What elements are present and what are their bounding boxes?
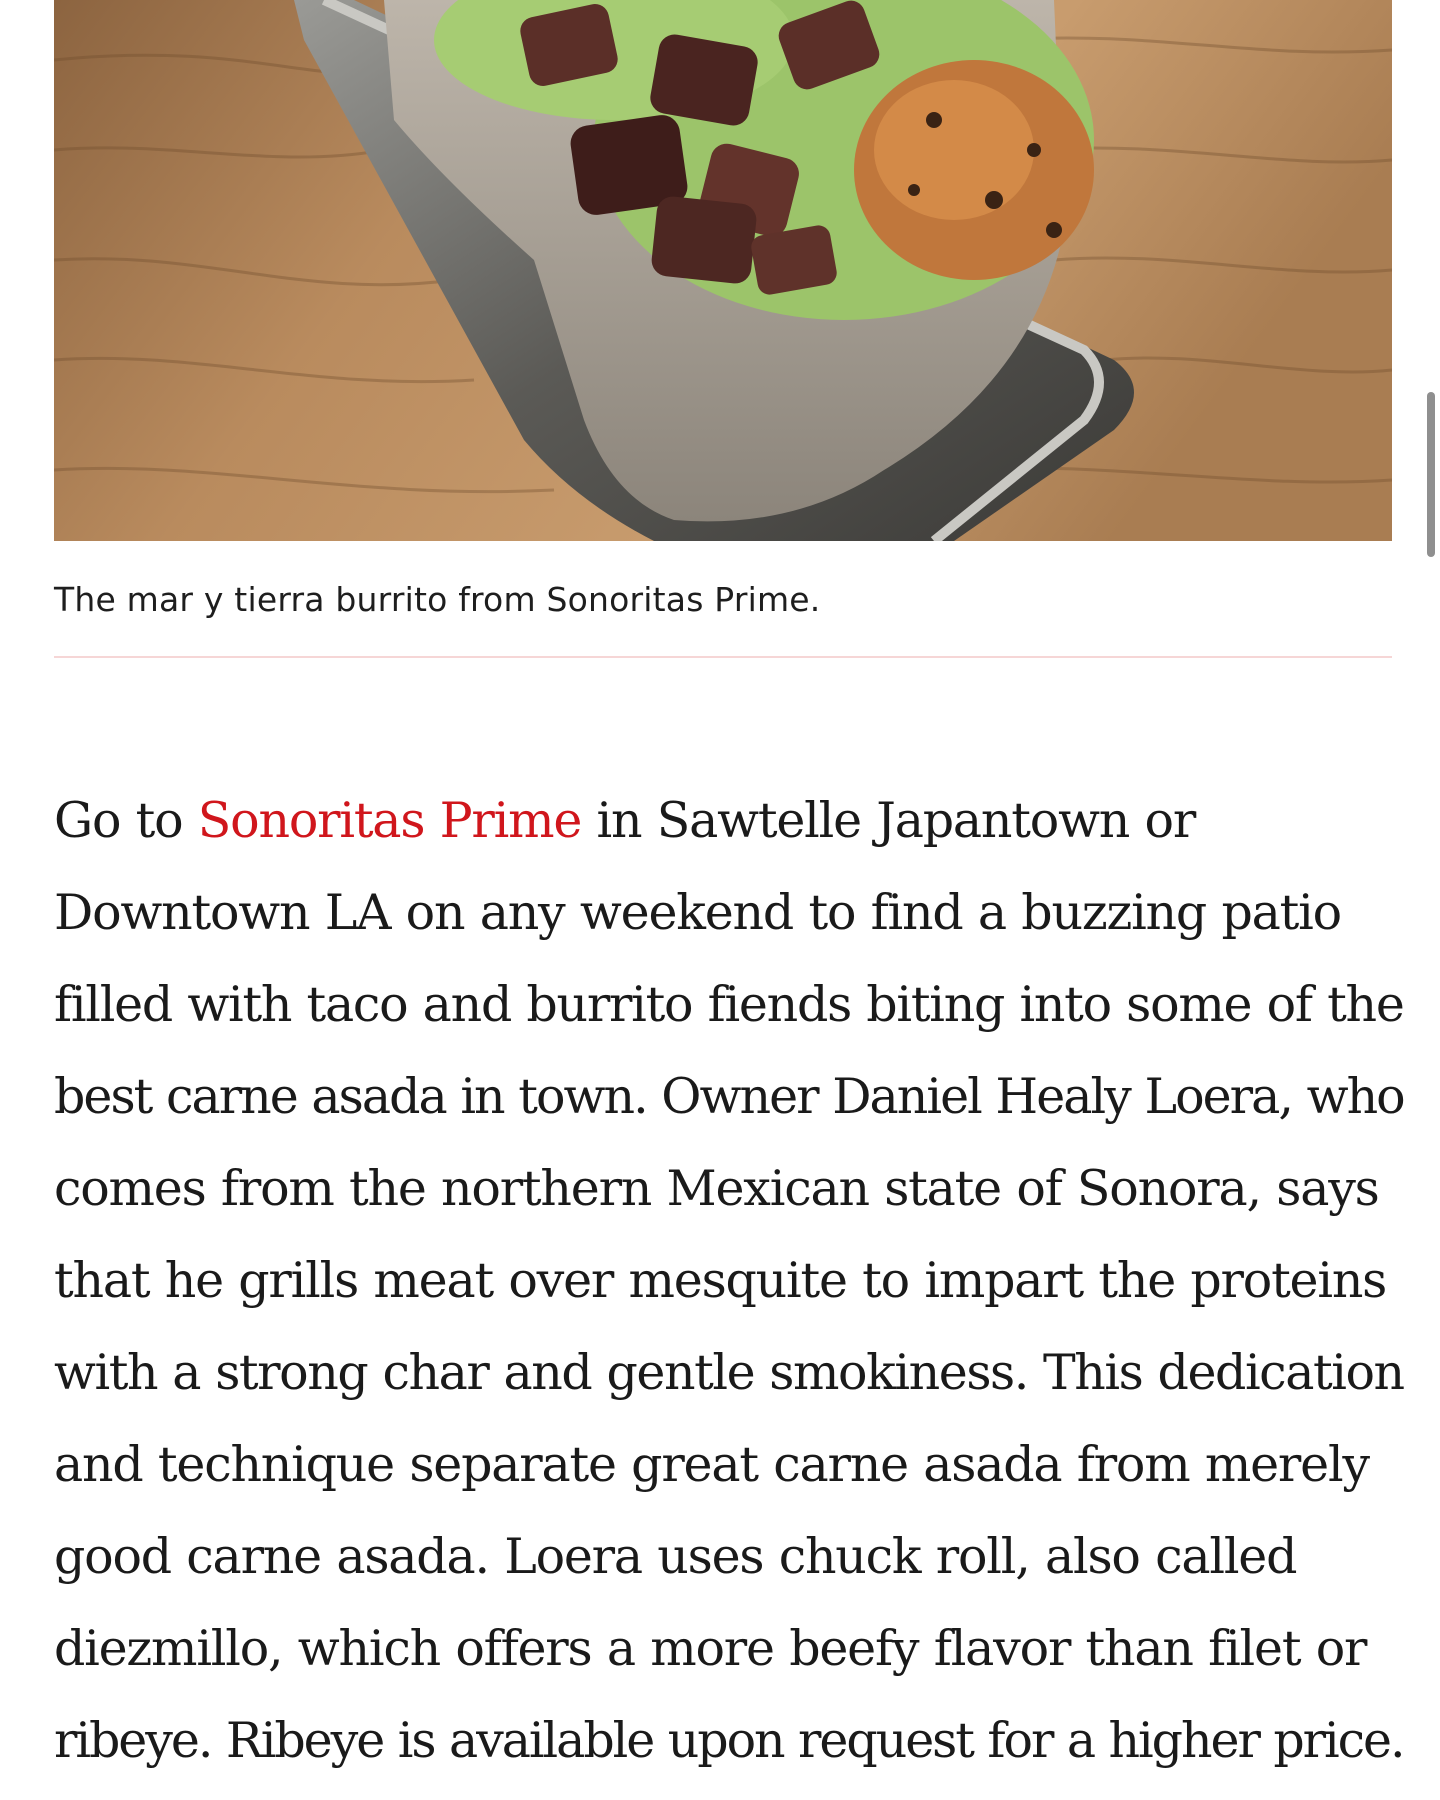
article-line: that he grills meat over mesquite to impart the proteins — [54, 1252, 1387, 1309]
article-line: diezmillo, which offers a more beefy flavor than filet or — [54, 1620, 1367, 1677]
line-text: Go to — [54, 792, 198, 849]
line-text: in Sawtelle Japantown or — [581, 792, 1196, 849]
caption-divider — [54, 656, 1392, 658]
image-caption: The mar y tierra burrito from Sonoritas Prime. — [54, 580, 821, 619]
burrito-illustration — [54, 0, 1392, 541]
article-line: filled with taco and burrito fiends biting into some of the — [54, 976, 1404, 1033]
article-body — [54, 775, 1404, 1787]
article-line: best carne asada in town. Owner Daniel Healy Loera, who — [54, 1068, 1404, 1125]
article-line: ribeye. Ribeye is available upon request for a higher price. — [54, 1712, 1404, 1769]
article-line: Downtown LA on any weekend to find a buzzing patio — [54, 884, 1341, 941]
article-line: comes from the northern Mexican state of Sonora, says — [54, 1160, 1379, 1217]
article-line: and technique separate great carne asada from merely — [54, 1436, 1369, 1493]
scrollbar-thumb[interactable] — [1427, 392, 1435, 557]
sonoritas-prime-link[interactable]: Sonoritas Prime — [197, 792, 582, 849]
burrito-photo — [54, 0, 1392, 541]
article-line — [54, 775, 1404, 867]
grilled-shrimp — [854, 60, 1094, 280]
article-line: good carne asada. Loera uses chuck roll, also called — [54, 1528, 1297, 1585]
article-line: with a strong char and gentle smokiness. This dedication — [54, 1344, 1404, 1401]
